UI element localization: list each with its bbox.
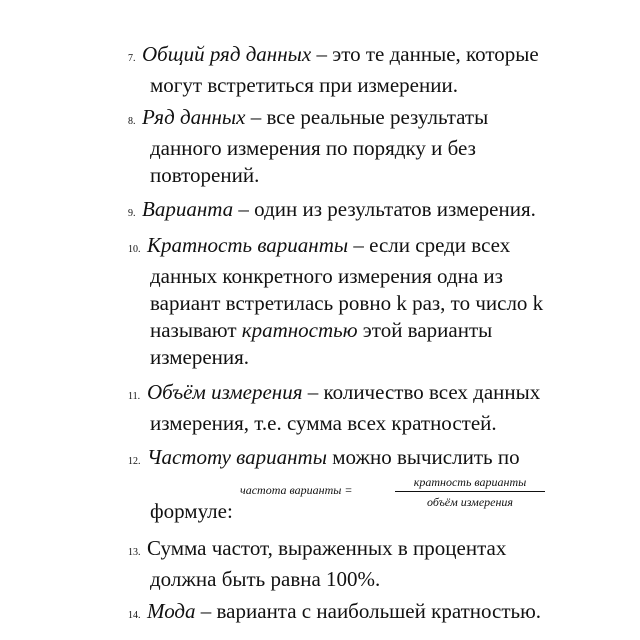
item-text: – один из результатов измерения. [233, 197, 536, 221]
item-number: 9. [128, 208, 136, 219]
item-10-line-4 [128, 317, 628, 344]
item-text: – варианта с наибольшей кратностью. [195, 599, 542, 623]
item-11-line-2: измерения, т.е. сумма всех кратностей. [150, 411, 497, 435]
term: Мода [147, 599, 196, 623]
fraction-bar [395, 491, 545, 492]
item-12-line-1 [128, 444, 628, 475]
term: Ряд данных [142, 105, 246, 129]
item-text: – количество всех данных [302, 380, 541, 404]
list-item-10 [128, 232, 628, 371]
item-text: Сумма частот, выраженных в процентах [147, 536, 507, 560]
item-text: можно вычислить по [326, 445, 520, 469]
term: Кратность варианты [147, 233, 349, 257]
item-11-line-1 [128, 379, 628, 410]
list-item-7 [128, 41, 628, 99]
item-13-line-1 [128, 535, 628, 566]
item-10-line-2: данных конкретного измерения одна из [150, 264, 503, 288]
term: Частоту варианты [147, 445, 327, 469]
item-8-line-2: данного измерения по порядку и без [150, 136, 476, 160]
term: Варианта [142, 197, 234, 221]
formula-numerator: кратность варианты [413, 475, 527, 489]
item-number: 11. [128, 391, 141, 402]
list-item-13 [128, 535, 628, 593]
formula-denominator: объём измерения [426, 495, 513, 509]
term: Объём измерения [147, 380, 303, 404]
item-number: 14. [128, 610, 141, 621]
list-item-12 [128, 444, 628, 525]
item-number: 13. [128, 547, 141, 558]
item-8-line-3: повторений. [150, 163, 260, 187]
item-8-line-1 [128, 104, 628, 135]
item-text: – это те данные, которые [311, 42, 539, 66]
item-12-line-2: формуле: [150, 499, 233, 523]
list-item-8 [128, 104, 628, 189]
list-item-9 [128, 196, 628, 227]
item-text: – если среди всех [348, 233, 511, 257]
item-10-line-3: вариант встретилась ровно k раз, то число k [150, 291, 544, 315]
list-item-11 [128, 379, 628, 437]
item-number: 10. [128, 244, 141, 255]
item-13-line-2: должна быть равна 100%. [150, 567, 381, 591]
item-text: – все реальные результаты [245, 105, 489, 129]
term: Общий ряд данных [142, 42, 312, 66]
list-item-14 [128, 598, 628, 629]
item-number: 7. [128, 53, 136, 64]
item-10-line-1 [128, 232, 628, 263]
item-number: 8. [128, 116, 136, 127]
item-14-line-1 [128, 598, 628, 629]
item-number: 12. [128, 456, 141, 467]
item-10-line-5: измерения. [150, 345, 250, 369]
item-9-line-1 [128, 196, 628, 227]
formula-lhs: частота варианты = [240, 483, 353, 497]
formula-fraction [395, 474, 545, 510]
item-7-line-2: могут встретиться при измерении. [150, 73, 458, 97]
item-text: называют [150, 318, 242, 342]
item-text: этой варианты [357, 318, 493, 342]
term-inline: кратностью [241, 318, 358, 342]
item-7-line-1 [128, 41, 628, 72]
